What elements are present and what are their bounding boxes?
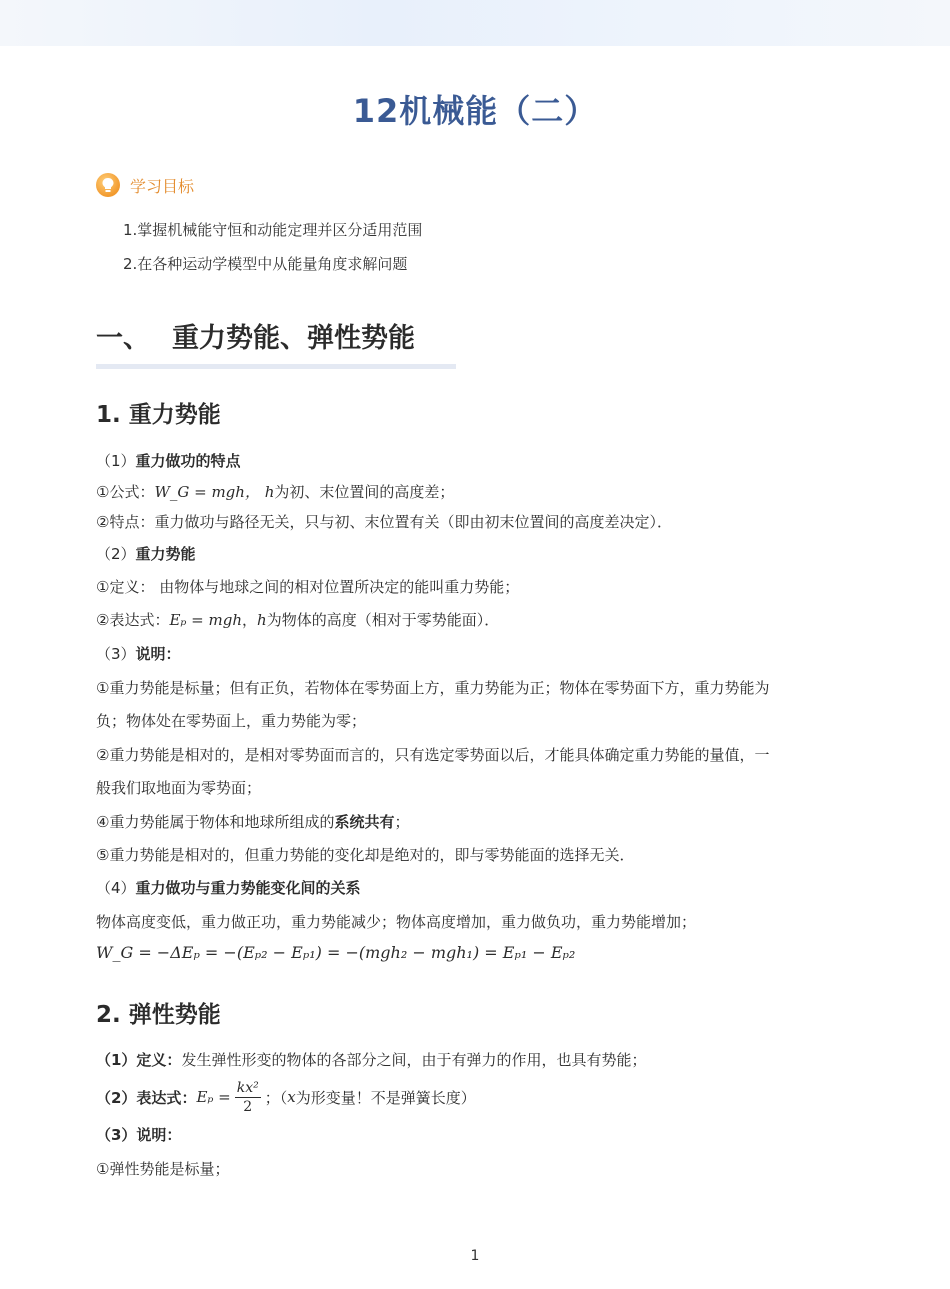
paragraph-heading — [96, 1124, 181, 1145]
expression-label: （2）表达式： — [96, 1088, 197, 1107]
text-line — [96, 811, 409, 832]
text-line: 负；物体处在零势面上，重力势能为零； — [96, 712, 367, 730]
paragraph-heading-text: 说明： — [135, 645, 181, 663]
learning-goals-label: 学习目标 — [130, 176, 195, 196]
paragraph-index: （3） — [96, 645, 136, 663]
page-title: 12机械能（二） — [352, 92, 598, 130]
expression-math: Eₚ = mgh — [169, 611, 242, 629]
formula-math: W_G = mgh， — [154, 483, 260, 501]
header-band — [0, 0, 950, 46]
formula-label: ①公式： — [96, 483, 155, 501]
text-line: ①弹性势能是标量； — [96, 1160, 230, 1178]
note-bold: 系统共有 — [334, 813, 395, 831]
text-line: ①重力势能是标量；但有正负，若物体在零势面上方，重力势能为正；物体在零势面下方，重力势能为 — [96, 679, 770, 697]
text-line: ②特点：重力做功与路径无关，只与初、末位置有关（即由初末位置间的高度差决定）． — [96, 513, 672, 531]
goal-item: 1.掌握机械能守恒和动能定理并区分适用范围 — [123, 221, 423, 239]
subsection-title: 1. 重力势能 — [96, 402, 221, 428]
paragraph-heading — [96, 543, 196, 564]
expression-note: 为形变量！不是弹簧长度） — [295, 1088, 476, 1107]
formula-var: h — [264, 483, 275, 501]
subsection-title: 2. 弹性势能 — [96, 1002, 221, 1028]
expression-label: ②表达式： — [96, 611, 170, 629]
equation: W_G = −ΔEₚ = −(Eₚ₂ − Eₚ₁) = −(mgh₂ − mgh₁) = Eₚ₁ − Eₚ₂ — [96, 943, 576, 962]
paragraph-heading-text: （3）说明： — [96, 1126, 182, 1144]
definition-label: （1）定义： — [96, 1051, 182, 1069]
text-line: 般我们取地面为零势面； — [96, 779, 262, 797]
expression-line — [96, 1074, 476, 1120]
section-heading — [96, 316, 415, 355]
paragraph-heading — [96, 877, 361, 898]
learning-goals-header — [96, 172, 194, 198]
fraction — [235, 1079, 261, 1116]
text-line: 物体高度变低，重力做正功，重力势能减少；物体高度增加，重力做负功，重力势能增加； — [96, 913, 697, 931]
note-text: ④重力势能属于物体和地球所组成的 — [96, 813, 335, 831]
note-text: ； — [394, 813, 410, 831]
expression-var: h — [257, 611, 267, 629]
section-title: 重力势能、弹性势能 — [172, 323, 415, 354]
paragraph-heading-text: 重力做功的特点 — [135, 452, 241, 470]
text-line: ⑤重力势能是相对的，但重力势能的变化却是绝对的，即与零势能面的选择无关． — [96, 846, 635, 864]
paragraph-heading — [96, 450, 241, 471]
paragraph-heading-text: 重力做功与重力势能变化间的关系 — [135, 879, 361, 897]
expression-note: ；（ — [264, 1088, 288, 1107]
expression-var: x — [287, 1088, 296, 1106]
formula-line — [96, 481, 454, 502]
paragraph-heading — [96, 643, 181, 664]
formula-desc: 为初、末位置间的高度差； — [274, 483, 455, 501]
fraction-denominator: 2 — [243, 1098, 253, 1115]
expression-sep: ， — [242, 611, 258, 629]
definition-text: 发生弹性形变的物体的各部分之间，由于有弹力的作用，也具有势能； — [181, 1051, 647, 1069]
text-line: ①定义： 由物体与地球之间的相对位置所决定的能叫重力势能； — [96, 578, 520, 596]
paragraph-index: （2） — [96, 545, 136, 563]
section-number: 一、 — [96, 323, 150, 354]
paragraph-heading-text: 重力势能 — [135, 545, 196, 563]
expression-line — [96, 609, 499, 630]
definition-line — [96, 1049, 646, 1070]
paragraph-index: （4） — [96, 879, 136, 897]
expression-lhs: Eₚ = — [196, 1088, 231, 1106]
text-line: ②重力势能是相对的，是相对零势面而言的，只有选定零势面以后，才能具体确定重力势能的量值，一 — [96, 746, 770, 764]
goal-item: 2.在各种运动学模型中从能量角度求解问题 — [123, 255, 408, 273]
page-number: 1 — [470, 1248, 480, 1264]
lightbulb-icon — [96, 173, 120, 197]
expression-desc: 为物体的高度（相对于零势能面）． — [266, 611, 500, 629]
section-underline — [96, 364, 456, 369]
fraction-numerator: kx² — [236, 1079, 259, 1096]
paragraph-index: （1） — [96, 452, 136, 470]
